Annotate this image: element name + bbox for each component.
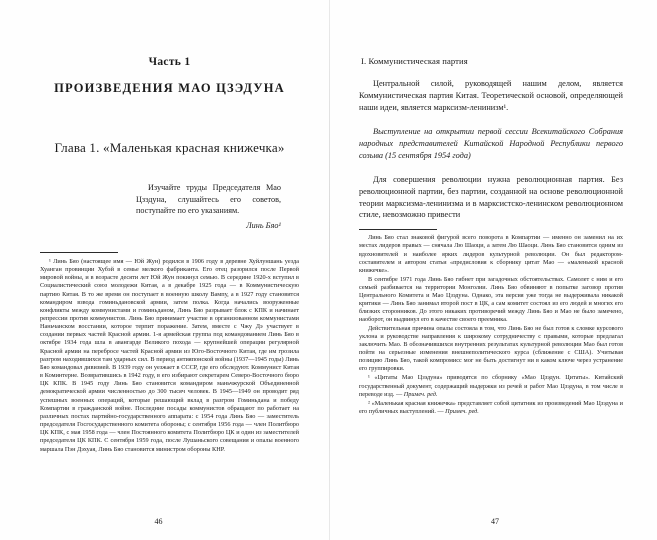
epigraph-signature: Линь Бяо¹ (246, 220, 281, 230)
body-paragraph: Центральной силой, руководящей нашим делом, является Коммунистическая партия Китая. Теоретической основой, определяющей наши идеи, является марксизм-ленинизм¹. (359, 79, 623, 112)
footnote-source-2: ² «Маленькая красная книжечка» представляет собой цитатник из произведений Мао Цзэдуна и его публичных выступлений. — Примеч. ред. (359, 399, 623, 415)
running-head: I. Коммунистическая партия (361, 56, 468, 66)
footnote-divider (40, 252, 118, 253)
footnote-continuation-3: Действительная причина опалы состояла в том, что Линь Бяо не был готов к сломке курсового уклона и руководстве направления к широкому сотрудничеству с правыми, которые предлагал заключить Мао. В обозначившихся внутренних результатах культурной революции Мао был готов пойти на серьезные изменения внешнеполитического курса (сближение с США). Учитывая позицию Линь Бяо, такой компромисс мог не быть достигнут ни в каком ключе через устранение его группировки. (359, 325, 623, 373)
page-number-right: 47 (491, 517, 499, 526)
part-label: Часть 1 (148, 56, 191, 68)
footnote-continuation-1: Линь Бяо стал знаковой фигурой всего поворота в Компартии — именно он заменил на их местах лидеров правых — снячала Лю Шаоци, а затем Лю Шаоци. Линь Бяо становится одним из вдохновителей и наиболее ярких лидеров культурной революции. Он был редактором-составителем и автором статьи «предисловия к сборнику цитат Мао — «маленькой красной книжечке». (359, 234, 623, 274)
page-right (329, 0, 657, 540)
footnote-divider (359, 229, 437, 230)
chapter-title: Глава 1. «Маленькая красная книжечка» (54, 140, 285, 155)
footnotes-right (359, 229, 623, 415)
part-title: ПРОИЗВЕДЕНИЯ МАО ЦЗЭДУНА (54, 81, 285, 95)
footnote-source-1: ¹ «Цитаты Мао Цзэдуна» приводятся по сборнику «Мао Цзэдун. Цитаты». Китайский государственный документ, содержащий выдержки из речей и работ Мао Цзэдуна, в том числе в переводе изд. — Примеч. ред. (359, 374, 623, 398)
source-citation: Выступление на открытии первой сессии Всекитайского Собрания народных представителей Китайской Народной Республики первого созыва (15 сентября 1954 года) (359, 126, 623, 160)
page-number-left: 46 (154, 517, 163, 526)
footnote-continuation-2: В сентябре 1971 года Линь Бяо гибнет при загадочных обстоятельствах. Самолет с ним и его семьей разбивается на территории Монголии. Линь Бяо обвиняют в попытке заговор против Центрального Комитета и Мао Цзэдуна. Однако, эта версия уже тогда не выдерживала никакой критики — Линь Бяо занимал второй пост в ЦК, а сам комитет состоял из его людей и многих его близких сторонников. До этого никаких противоречий между Линь Бяо и Мао не было замечено, наоборот, он выдвинул его в качестве своего преемника. (359, 275, 623, 323)
footnote-linbiao-biography: ¹ Линь Бяо (настоящее имя — Юй Жун) родился в 1906 году в деревне Хуйлуншань уезда Хуанган провинции Хубэй в семье мелкого фабриканта. Его отец разорился после Первой мировой войны, и в возрасте десяти лет Юй Жун покинул семью. В середине 1920-х вступил в Социалистический союз молодежи Китая, а в декабре 1925 года — в Коммунистическую партию Китая. В то же время он поступает в военную школу Вампу, а в 1927 году становится командиром взвода гоминьдановской армии, затем полка. Когда начались вооруженные конфликты между коммунистами и гоминьданом, Линь Бяо разрывает блок с КПК и начинает репрессии против коммунистов. Линь Бяо принимает участие в организованном коммунистами Наньчанском восстании, которое терпит поражение. Затем, вместе с Чжу Дэ участвует в создании первых частей Красной армии. 1-я армейская группа под командованием Линь Бяо в октябре 1934 года шла в авангарде Великого похода — крупнейшей операции регулярной Красной армии на перебросе частей Красной армии из Юго-Восточного Китая, где им грозила разгром находившихся там ударных сил. В период антияпонской войны (1937—1945 годы) Линь Бяо командовал дивизией. В 1939 году он уезжает в СССР, где его обследуют. Коммунист Китая в Коминтерне. Возвратившись в 1942 году, в его избирают секретарем Северо-Восточного бюро ЦК КПК. В 1945 году Линь Бяо становится командиром маньчжурской Объединенной демократической армии численностью до 300 тысяч человек. В 1945—1949 он проводит ряд успешных военных операций, которые решающий вклад в разгром Гоминьдана и победу Компартии в гражданской войне. Последние посады коммунистов обращают по работает на различных постах партийно-государственного аппарата: с 1954 года Линь Бяо — заместитель председателя Госгосударственного комитета обороны; с сентября 1956 года — член Политбюро ЦК КПК, с мая 1958 года — член Постоянного комитета Политбюро ЦК и один из заместителей председателя ЦК КПК. С сентября 1959 года, после Лушаньского совещания и опалы военного маршала Пэн Дэхуая, Линь Бяо становится министром обороны КНР. (40, 257, 299, 453)
epigraph-text: Изучайте труды Председателя Мао Цзэдуна, слушайтесь его советов, поступайте по его указаниям. (136, 183, 281, 216)
body-paragraph: Для совершения революции нужна революционная партия. Без революционной партии, без партии, созданной на основе революционной теории марксизма-ленинизма и в марксистско-ленинском революционном стиле, невозможно привести (359, 174, 623, 220)
